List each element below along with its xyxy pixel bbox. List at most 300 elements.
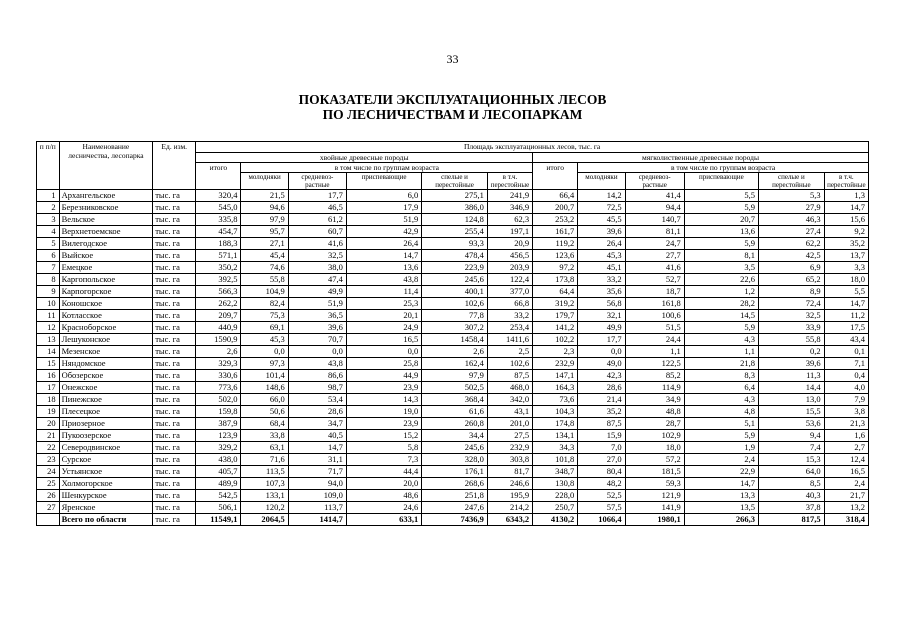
value-cell: 55,8	[759, 334, 825, 346]
value-cell: 303,8	[487, 454, 532, 466]
value-cell: 13,7	[824, 250, 868, 262]
forestry-name: Красноборское	[59, 322, 153, 334]
table-row	[37, 478, 869, 490]
value-cell: 0,0	[346, 346, 421, 358]
value-cell: 7,4	[759, 442, 825, 454]
unit-cell: тыс. га	[153, 334, 196, 346]
value-cell: 141,2	[533, 322, 578, 334]
row-number: 27	[37, 502, 60, 514]
value-cell: 545,0	[196, 202, 241, 214]
value-cell: 28,6	[578, 382, 625, 394]
value-cell: 35,6	[578, 286, 625, 298]
value-cell: 45,3	[241, 334, 288, 346]
value-cell: 130,8	[533, 478, 578, 490]
value-cell: 9,2	[824, 226, 868, 238]
unit-cell: тыс. га	[153, 430, 196, 442]
value-cell: 102,6	[487, 358, 532, 370]
value-cell: 817,5	[759, 514, 825, 526]
value-cell: 387,9	[196, 418, 241, 430]
value-cell: 181,5	[625, 466, 684, 478]
value-cell: 19,0	[346, 406, 421, 418]
value-cell: 122,4	[487, 274, 532, 286]
value-cell: 28,2	[684, 298, 758, 310]
value-cell: 33,2	[487, 310, 532, 322]
forestry-name: Мезенское	[59, 346, 153, 358]
value-cell: 25,3	[346, 298, 421, 310]
value-cell: 188,3	[196, 238, 241, 250]
forestry-name: Обозерское	[59, 370, 153, 382]
value-cell: 0,0	[578, 346, 625, 358]
table-row	[37, 262, 869, 274]
value-cell: 1,1	[684, 346, 758, 358]
value-cell: 3,3	[824, 262, 868, 274]
value-cell: 8,9	[759, 286, 825, 298]
value-cell: 5,9	[684, 430, 758, 442]
value-cell: 77,8	[422, 310, 488, 322]
value-cell: 69,1	[241, 322, 288, 334]
forestry-name: Котласское	[59, 310, 153, 322]
value-cell: 42,3	[578, 370, 625, 382]
value-cell: 7,9	[824, 394, 868, 406]
value-cell: 15,5	[759, 406, 825, 418]
forestry-name: Березниковское	[59, 202, 153, 214]
value-cell: 57,5	[578, 502, 625, 514]
value-cell: 18,7	[625, 286, 684, 298]
value-cell: 80,4	[578, 466, 625, 478]
row-number: 24	[37, 466, 60, 478]
value-cell: 45,1	[578, 262, 625, 274]
value-cell: 6,0	[346, 190, 421, 202]
value-cell: 18,0	[625, 442, 684, 454]
unit-cell: тыс. га	[153, 274, 196, 286]
row-number: 15	[37, 358, 60, 370]
value-cell: 13,5	[684, 502, 758, 514]
table-row	[37, 394, 869, 406]
table-row	[37, 370, 869, 382]
value-cell: 319,2	[533, 298, 578, 310]
value-cell: 20,0	[346, 478, 421, 490]
value-cell: 57,2	[625, 454, 684, 466]
value-cell: 13,2	[824, 502, 868, 514]
value-cell: 14,7	[824, 202, 868, 214]
unit-cell: тыс. га	[153, 346, 196, 358]
value-cell: 87,5	[487, 370, 532, 382]
value-cell: 61,6	[422, 406, 488, 418]
value-cell: 5,5	[684, 190, 758, 202]
value-cell: 571,1	[196, 250, 241, 262]
row-number: 2	[37, 202, 60, 214]
value-cell: 633,1	[346, 514, 421, 526]
value-cell: 42,5	[759, 250, 825, 262]
value-cell: 1,2	[684, 286, 758, 298]
value-cell: 5,9	[684, 322, 758, 334]
forestry-name: Лешуконское	[59, 334, 153, 346]
header-mature: спелые и перестойные	[422, 173, 488, 190]
total-row	[37, 514, 869, 526]
value-cell: 28,7	[625, 418, 684, 430]
value-cell: 197,1	[487, 226, 532, 238]
row-number: 4	[37, 226, 60, 238]
value-cell: 33,9	[759, 322, 825, 334]
value-cell: 11,3	[759, 370, 825, 382]
table-row	[37, 454, 869, 466]
unit-cell: тыс. га	[153, 262, 196, 274]
header-area: Площадь эксплуатационных лесов, тыс. га	[196, 142, 869, 153]
unit-cell: тыс. га	[153, 394, 196, 406]
value-cell: 27,4	[759, 226, 825, 238]
value-cell: 44,4	[346, 466, 421, 478]
value-cell: 2,3	[533, 346, 578, 358]
value-cell: 39,6	[759, 358, 825, 370]
table-row	[37, 322, 869, 334]
table-row	[37, 202, 869, 214]
forestry-name: Архангельское	[59, 190, 153, 202]
unit-cell: тыс. га	[153, 298, 196, 310]
value-cell: 94,4	[625, 202, 684, 214]
value-cell: 348,7	[533, 466, 578, 478]
value-cell: 48,6	[346, 490, 421, 502]
header-coniferous-by-age: в том числе по группам возраста	[241, 163, 533, 173]
value-cell: 1590,9	[196, 334, 241, 346]
forestry-name: Яренское	[59, 502, 153, 514]
value-cell: 85,2	[625, 370, 684, 382]
value-cell: 109,0	[288, 490, 346, 502]
forestry-name: Верхнетоемское	[59, 226, 153, 238]
table-row	[37, 298, 869, 310]
page-title	[0, 92, 905, 122]
table-row	[37, 286, 869, 298]
value-cell: 440,9	[196, 322, 241, 334]
value-cell: 43,1	[487, 406, 532, 418]
unit-cell: тыс. га	[153, 490, 196, 502]
value-cell: 2,4	[824, 478, 868, 490]
value-cell: 86,6	[288, 370, 346, 382]
value-cell: 121,9	[625, 490, 684, 502]
value-cell: 134,1	[533, 430, 578, 442]
value-cell: 26,4	[578, 238, 625, 250]
value-cell: 68,4	[241, 418, 288, 430]
row-number: 18	[37, 394, 60, 406]
value-cell: 27,9	[759, 202, 825, 214]
value-cell: 255,4	[422, 226, 488, 238]
value-cell: 400,1	[422, 286, 488, 298]
value-cell: 113,7	[288, 502, 346, 514]
value-cell: 3,8	[824, 406, 868, 418]
value-cell: 21,5	[241, 190, 288, 202]
value-cell: 2,6	[422, 346, 488, 358]
forestry-name: Онежское	[59, 382, 153, 394]
table-row	[37, 250, 869, 262]
value-cell: 214,2	[487, 502, 532, 514]
value-cell: 502,5	[422, 382, 488, 394]
value-cell: 5,9	[684, 202, 758, 214]
value-cell: 94,6	[241, 202, 288, 214]
value-cell: 72,4	[759, 298, 825, 310]
page-number: 33	[446, 52, 459, 66]
unit-cell: тыс. га	[153, 514, 196, 526]
value-cell: 162,4	[422, 358, 488, 370]
value-cell: 17,5	[824, 322, 868, 334]
value-cell: 260,8	[422, 418, 488, 430]
value-cell: 62,2	[759, 238, 825, 250]
value-cell: 64,4	[533, 286, 578, 298]
value-cell: 49,9	[288, 286, 346, 298]
value-cell: 3,5	[684, 262, 758, 274]
value-cell: 11549,1	[196, 514, 241, 526]
value-cell: 268,6	[422, 478, 488, 490]
value-cell: 329,2	[196, 442, 241, 454]
forestry-name: Устьянское	[59, 466, 153, 478]
forestry-name: Вилегодское	[59, 238, 153, 250]
forestry-name: Сурское	[59, 454, 153, 466]
value-cell: 176,1	[422, 466, 488, 478]
value-cell: 43,8	[346, 274, 421, 286]
forestry-name: Выйское	[59, 250, 153, 262]
row-number: 25	[37, 478, 60, 490]
forestry-name: Шенкурское	[59, 490, 153, 502]
value-cell: 478,4	[422, 250, 488, 262]
row-number: 12	[37, 322, 60, 334]
value-cell: 64,0	[759, 466, 825, 478]
row-number: 10	[37, 298, 60, 310]
value-cell: 113,5	[241, 466, 288, 478]
value-cell: 73,6	[533, 394, 578, 406]
value-cell: 0,0	[288, 346, 346, 358]
value-cell: 101,4	[241, 370, 288, 382]
value-cell: 114,9	[625, 382, 684, 394]
forestry-name: Вельское	[59, 214, 153, 226]
value-cell: 41,6	[288, 238, 346, 250]
value-cell: 102,6	[422, 298, 488, 310]
value-cell: 123,9	[196, 430, 241, 442]
row-number: 14	[37, 346, 60, 358]
header-middle: средневоз-растные	[625, 173, 684, 190]
value-cell: 15,6	[824, 214, 868, 226]
value-cell: 34,3	[533, 442, 578, 454]
value-cell: 566,3	[196, 286, 241, 298]
value-cell: 489,9	[196, 478, 241, 490]
value-cell: 49,9	[578, 322, 625, 334]
row-number: 26	[37, 490, 60, 502]
value-cell: 37,8	[759, 502, 825, 514]
value-cell: 1411,6	[487, 334, 532, 346]
row-number: 1	[37, 190, 60, 202]
value-cell: 27,1	[241, 238, 288, 250]
value-cell: 23,9	[346, 418, 421, 430]
table-row	[37, 334, 869, 346]
row-number: 21	[37, 430, 60, 442]
value-cell: 14,7	[346, 250, 421, 262]
value-cell: 27,7	[625, 250, 684, 262]
value-cell: 55,8	[241, 274, 288, 286]
value-cell: 82,4	[241, 298, 288, 310]
value-cell: 45,4	[241, 250, 288, 262]
value-cell: 56,8	[578, 298, 625, 310]
header-middle: средневоз-растные	[288, 173, 346, 190]
table-row	[37, 274, 869, 286]
table-row	[37, 502, 869, 514]
table-row	[37, 214, 869, 226]
header-deciduous-by-age: в том числе по группам возраста	[578, 163, 869, 173]
row-number: 8	[37, 274, 60, 286]
unit-cell: тыс. га	[153, 190, 196, 202]
value-cell: 773,6	[196, 382, 241, 394]
value-cell: 173,8	[533, 274, 578, 286]
value-cell: 4,0	[824, 382, 868, 394]
value-cell: 4,8	[684, 406, 758, 418]
row-number: 6	[37, 250, 60, 262]
row-number: 23	[37, 454, 60, 466]
value-cell: 102,9	[625, 430, 684, 442]
forestry-name: Емецкое	[59, 262, 153, 274]
value-cell: 25,8	[346, 358, 421, 370]
value-cell: 147,1	[533, 370, 578, 382]
unit-cell: тыс. га	[153, 286, 196, 298]
value-cell: 223,9	[422, 262, 488, 274]
value-cell: 40,3	[759, 490, 825, 502]
value-cell: 22,6	[684, 274, 758, 286]
value-cell: 320,4	[196, 190, 241, 202]
value-cell: 61,2	[288, 214, 346, 226]
table-row	[37, 430, 869, 442]
header-num: п п/п	[37, 142, 60, 190]
value-cell: 6,9	[759, 262, 825, 274]
value-cell: 39,6	[578, 226, 625, 238]
row-number	[37, 514, 60, 526]
table-row	[37, 442, 869, 454]
value-cell: 43,4	[824, 334, 868, 346]
forestry-name: Коношское	[59, 298, 153, 310]
value-cell: 5,5	[824, 286, 868, 298]
row-number: 3	[37, 214, 60, 226]
value-cell: 195,9	[487, 490, 532, 502]
value-cell: 35,2	[578, 406, 625, 418]
value-cell: 97,9	[422, 370, 488, 382]
value-cell: 0,4	[824, 370, 868, 382]
value-cell: 24,7	[625, 238, 684, 250]
value-cell: 44,9	[346, 370, 421, 382]
value-cell: 12,4	[824, 454, 868, 466]
value-cell: 95,7	[241, 226, 288, 238]
value-cell: 51,9	[346, 214, 421, 226]
value-cell: 16,5	[346, 334, 421, 346]
value-cell: 63,1	[241, 442, 288, 454]
unit-cell: тыс. га	[153, 310, 196, 322]
value-cell: 454,7	[196, 226, 241, 238]
value-cell: 47,4	[288, 274, 346, 286]
unit-cell: тыс. га	[153, 502, 196, 514]
value-cell: 34,7	[288, 418, 346, 430]
value-cell: 14,3	[346, 394, 421, 406]
value-cell: 2,6	[196, 346, 241, 358]
value-cell: 1,1	[625, 346, 684, 358]
value-cell: 262,2	[196, 298, 241, 310]
value-cell: 23,9	[346, 382, 421, 394]
value-cell: 368,4	[422, 394, 488, 406]
value-cell: 14,7	[684, 478, 758, 490]
row-number: 11	[37, 310, 60, 322]
value-cell: 41,4	[625, 190, 684, 202]
value-cell: 200,7	[533, 202, 578, 214]
table-body	[37, 190, 869, 526]
value-cell: 22,9	[684, 466, 758, 478]
value-cell: 70,7	[288, 334, 346, 346]
value-cell: 17,9	[346, 202, 421, 214]
value-cell: 5,8	[346, 442, 421, 454]
unit-cell: тыс. га	[153, 406, 196, 418]
value-cell: 24,4	[625, 334, 684, 346]
value-cell: 27,5	[487, 430, 532, 442]
value-cell: 6,4	[684, 382, 758, 394]
value-cell: 1,6	[824, 430, 868, 442]
value-cell: 97,3	[241, 358, 288, 370]
value-cell: 377,0	[487, 286, 532, 298]
value-cell: 246,6	[487, 478, 532, 490]
table-row	[37, 406, 869, 418]
row-number: 22	[37, 442, 60, 454]
value-cell: 39,6	[288, 322, 346, 334]
unit-cell: тыс. га	[153, 202, 196, 214]
value-cell: 24,9	[346, 322, 421, 334]
value-cell: 133,1	[241, 490, 288, 502]
value-cell: 164,3	[533, 382, 578, 394]
value-cell: 107,3	[241, 478, 288, 490]
value-cell: 101,8	[533, 454, 578, 466]
value-cell: 350,2	[196, 262, 241, 274]
value-cell: 342,0	[487, 394, 532, 406]
value-cell: 392,5	[196, 274, 241, 286]
row-number: 7	[37, 262, 60, 274]
value-cell: 203,9	[487, 262, 532, 274]
header-maturing: приспевающие	[684, 173, 758, 190]
value-cell: 97,9	[241, 214, 288, 226]
row-number: 13	[37, 334, 60, 346]
forestry-name: Северодвинское	[59, 442, 153, 454]
row-number: 16	[37, 370, 60, 382]
value-cell: 28,6	[288, 406, 346, 418]
value-cell: 20,1	[346, 310, 421, 322]
unit-cell: тыс. га	[153, 478, 196, 490]
value-cell: 140,7	[625, 214, 684, 226]
unit-cell: тыс. га	[153, 226, 196, 238]
header-overmature: в т.ч. перестойные	[824, 173, 868, 190]
value-cell: 8,3	[684, 370, 758, 382]
value-cell: 1980,1	[625, 514, 684, 526]
value-cell: 232,9	[487, 442, 532, 454]
value-cell: 100,6	[625, 310, 684, 322]
value-cell: 120,2	[241, 502, 288, 514]
value-cell: 46,5	[288, 202, 346, 214]
value-cell: 0,0	[241, 346, 288, 358]
value-cell: 21,3	[824, 418, 868, 430]
value-cell: 329,3	[196, 358, 241, 370]
value-cell: 266,3	[684, 514, 758, 526]
value-cell: 98,7	[288, 382, 346, 394]
table-row	[37, 358, 869, 370]
value-cell: 14,7	[824, 298, 868, 310]
value-cell: 228,0	[533, 490, 578, 502]
value-cell: 15,9	[578, 430, 625, 442]
value-cell: 119,2	[533, 238, 578, 250]
value-cell: 87,5	[578, 418, 625, 430]
value-cell: 48,2	[578, 478, 625, 490]
value-cell: 40,5	[288, 430, 346, 442]
value-cell: 5,1	[684, 418, 758, 430]
table-row	[37, 310, 869, 322]
value-cell: 81,1	[625, 226, 684, 238]
value-cell: 2,4	[684, 454, 758, 466]
value-cell: 2,7	[824, 442, 868, 454]
